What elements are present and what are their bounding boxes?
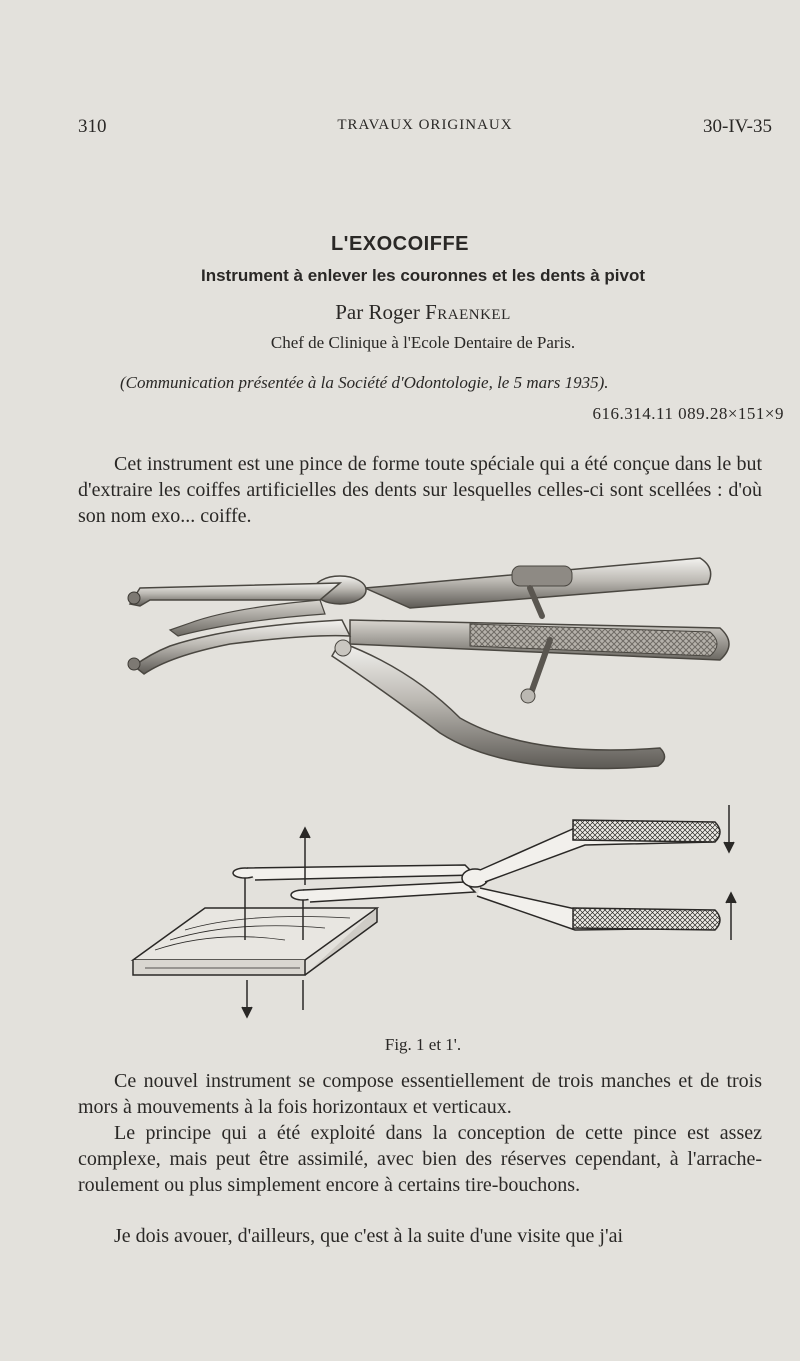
running-head — [78, 116, 772, 140]
paragraph-visit: Je dois avouer, d'ailleurs, que c'est à la suite d'une visite que j'ai — [114, 1225, 624, 1247]
page-number: 310 — [78, 116, 107, 137]
lower-handle — [332, 642, 665, 769]
wood-block-top — [133, 908, 377, 960]
author-affiliation: Chef de Clinique à l'Ecole Dentaire de Paris. — [270, 333, 576, 352]
figure-caption: Fig. 1 et 1'. — [384, 1035, 462, 1054]
journal-section-title: TRAVAUX ORIGINAUX — [337, 117, 513, 133]
article-subtitle: Instrument à enlever les couronnes et les dents à pivot — [200, 266, 646, 285]
issue-date: 30-IV-35 — [703, 116, 772, 137]
paragraph-principle: Le principe qui a été exploité dans la conception de cette pince est assez complexe, mais peut être assimilé, avec bien des réserves cependant, à l'arrache-roulement ou plus simplement encore à certains tire-bouchons. — [78, 1122, 762, 1196]
article-title: L'EXOCOIFFE — [330, 233, 470, 255]
author-first-name: Roger — [368, 300, 420, 324]
diagram-lower-arm — [303, 882, 475, 902]
forceps-photo-figure — [110, 548, 740, 778]
author-prefix: Par — [335, 300, 364, 324]
classification-code: 616.314.11 089.28×151×9 — [592, 404, 784, 423]
author-last-name: Fraenkel — [425, 300, 511, 324]
paragraph-intro: Cet instrument est une pince de forme toute spéciale qui a été conçue dans le but d'extraire les coiffes artificielles des dents sur lesquelles celles-ci sont scellées : d'où son nom exo... coiffe. — [78, 453, 762, 527]
lower-grip — [573, 908, 720, 930]
lower-jaw — [134, 620, 350, 674]
upper-grip — [573, 820, 720, 842]
author-line — [0, 300, 800, 325]
communication-note: (Communication présentée à la Société d'Odontologie, le 5 mars 1935). — [120, 373, 609, 392]
paragraph-composition: Ce nouvel instrument se compose essentiellement de trois manches et de trois mors à mouvements à la fois horizontaux et verticaux. — [78, 1070, 762, 1118]
handle-slot — [512, 566, 572, 586]
forceps-diagram-figure — [125, 800, 755, 1025]
diagram-upper-arm — [247, 865, 475, 880]
